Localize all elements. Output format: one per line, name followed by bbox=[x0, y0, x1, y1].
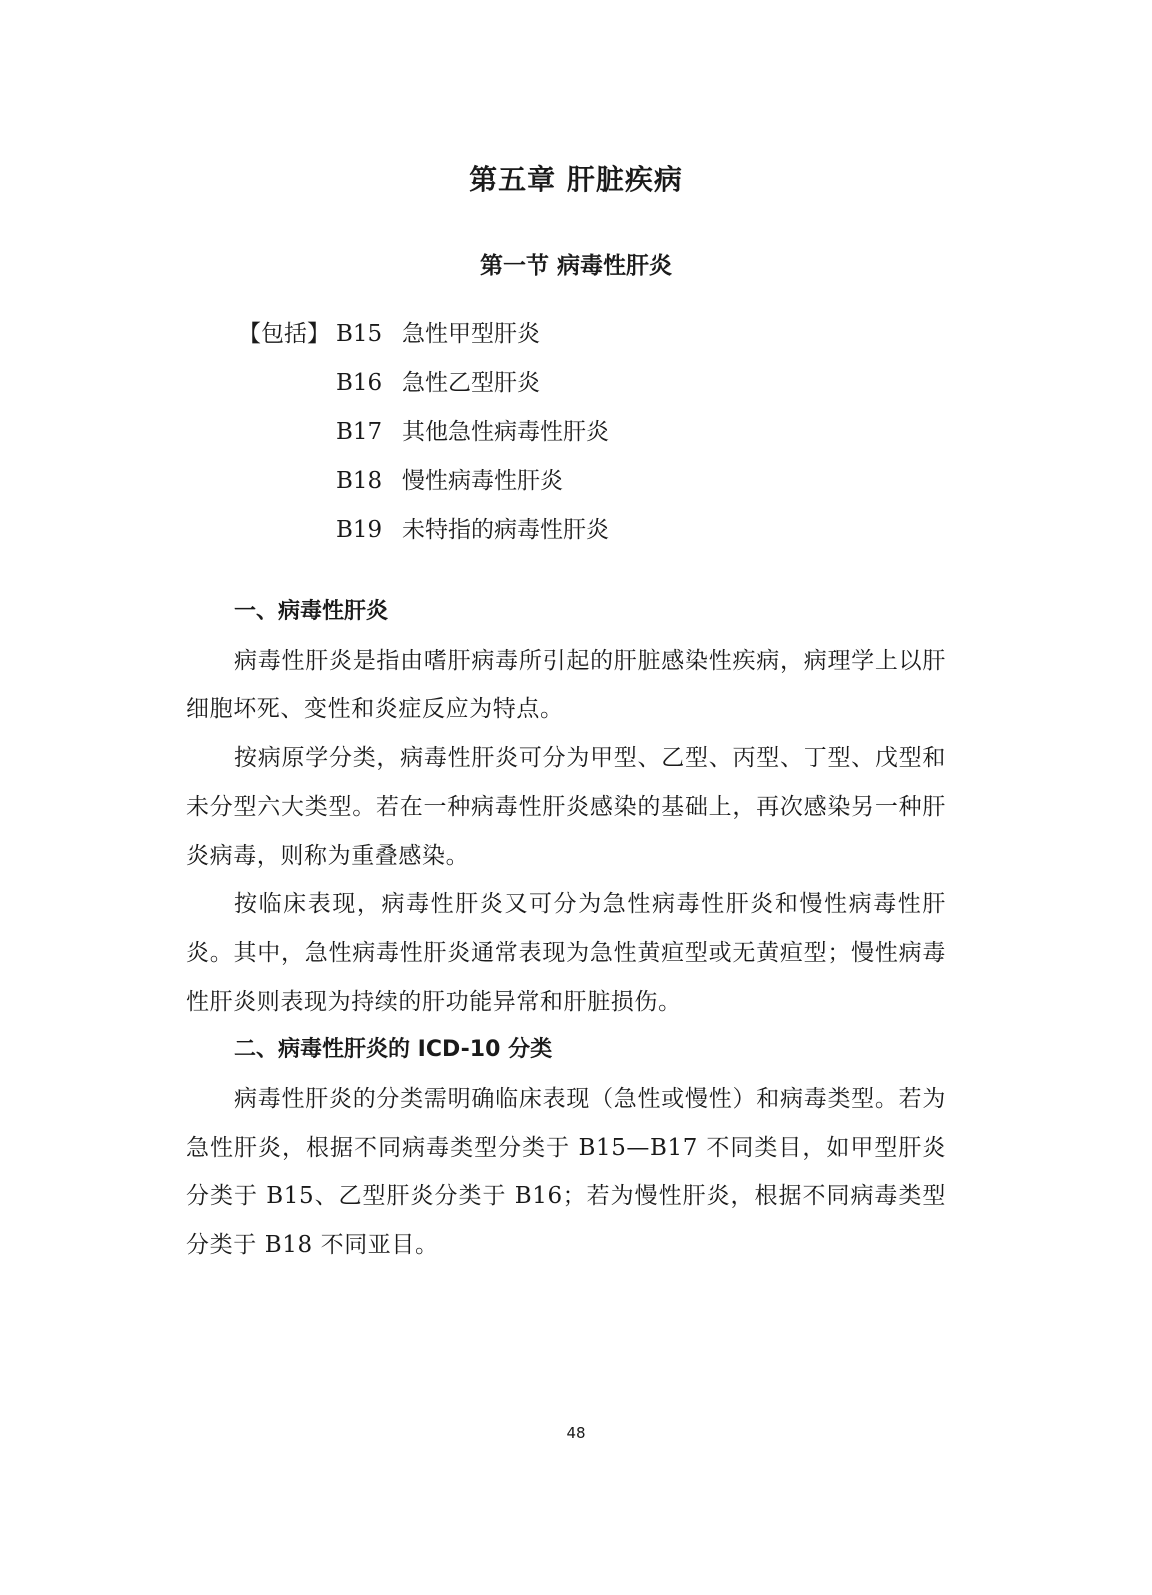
section-heading-2: 二、病毒性肝炎的 ICD-10 分类 bbox=[234, 1037, 553, 1063]
page-number: 48 bbox=[566, 1424, 586, 1442]
include-row bbox=[238, 314, 609, 363]
include-code: B18 bbox=[336, 468, 383, 494]
body-content bbox=[186, 588, 946, 1270]
paragraph: 按病原学分类，病毒性肝炎可分为甲型、乙型、丙型、丁型、戊型和未分型六大类型。若在一种病毒性肝炎感染的基础上，再次感染另一种肝炎病毒，则称为重叠感染。 bbox=[186, 745, 946, 869]
paragraph: 病毒性肝炎是指由嗜肝病毒所引起的肝脏感染性疾病，病理学上以肝细胞坏死、变性和炎症反应为特点。 bbox=[186, 647, 946, 723]
include-text: 其他急性病毒性肝炎 bbox=[402, 419, 609, 445]
include-row bbox=[238, 412, 609, 461]
include-code: B17 bbox=[336, 419, 383, 445]
paragraph: 病毒性肝炎的分类需明确临床表现（急性或慢性）和病毒类型。若为急性肝炎，根据不同病毒类型分类于 B15—B17 不同类目，如甲型肝炎分类于 B15、乙型肝炎分类于 B16；若为慢性肝炎，根据不同病毒类型分类于 B18 不同亚目。 bbox=[186, 1086, 946, 1259]
include-text: 未特指的病毒性肝炎 bbox=[402, 517, 609, 543]
include-label: 【包括】 bbox=[238, 321, 330, 347]
include-text: 急性甲型肝炎 bbox=[402, 321, 540, 347]
include-row bbox=[238, 363, 609, 412]
include-text: 慢性病毒性肝炎 bbox=[402, 468, 563, 494]
include-code: B16 bbox=[336, 370, 383, 396]
include-row bbox=[238, 510, 609, 559]
include-code: B15 bbox=[336, 321, 383, 347]
include-text: 急性乙型肝炎 bbox=[402, 370, 540, 396]
include-row bbox=[238, 461, 609, 510]
section-heading-1: 一、病毒性肝炎 bbox=[234, 599, 389, 624]
paragraph: 按临床表现，病毒性肝炎又可分为急性病毒性肝炎和慢性病毒性肝炎。其中，急性病毒性肝炎通常表现为急性黄疸型或无黄疸型；慢性病毒性肝炎则表现为持续的肝功能异常和肝脏损伤。 bbox=[186, 891, 946, 1015]
chapter-title: 第五章 肝脏疾病 bbox=[469, 163, 683, 196]
section-title: 第一节 病毒性肝炎 bbox=[479, 253, 672, 279]
include-list bbox=[238, 314, 609, 559]
include-code: B19 bbox=[336, 517, 383, 543]
